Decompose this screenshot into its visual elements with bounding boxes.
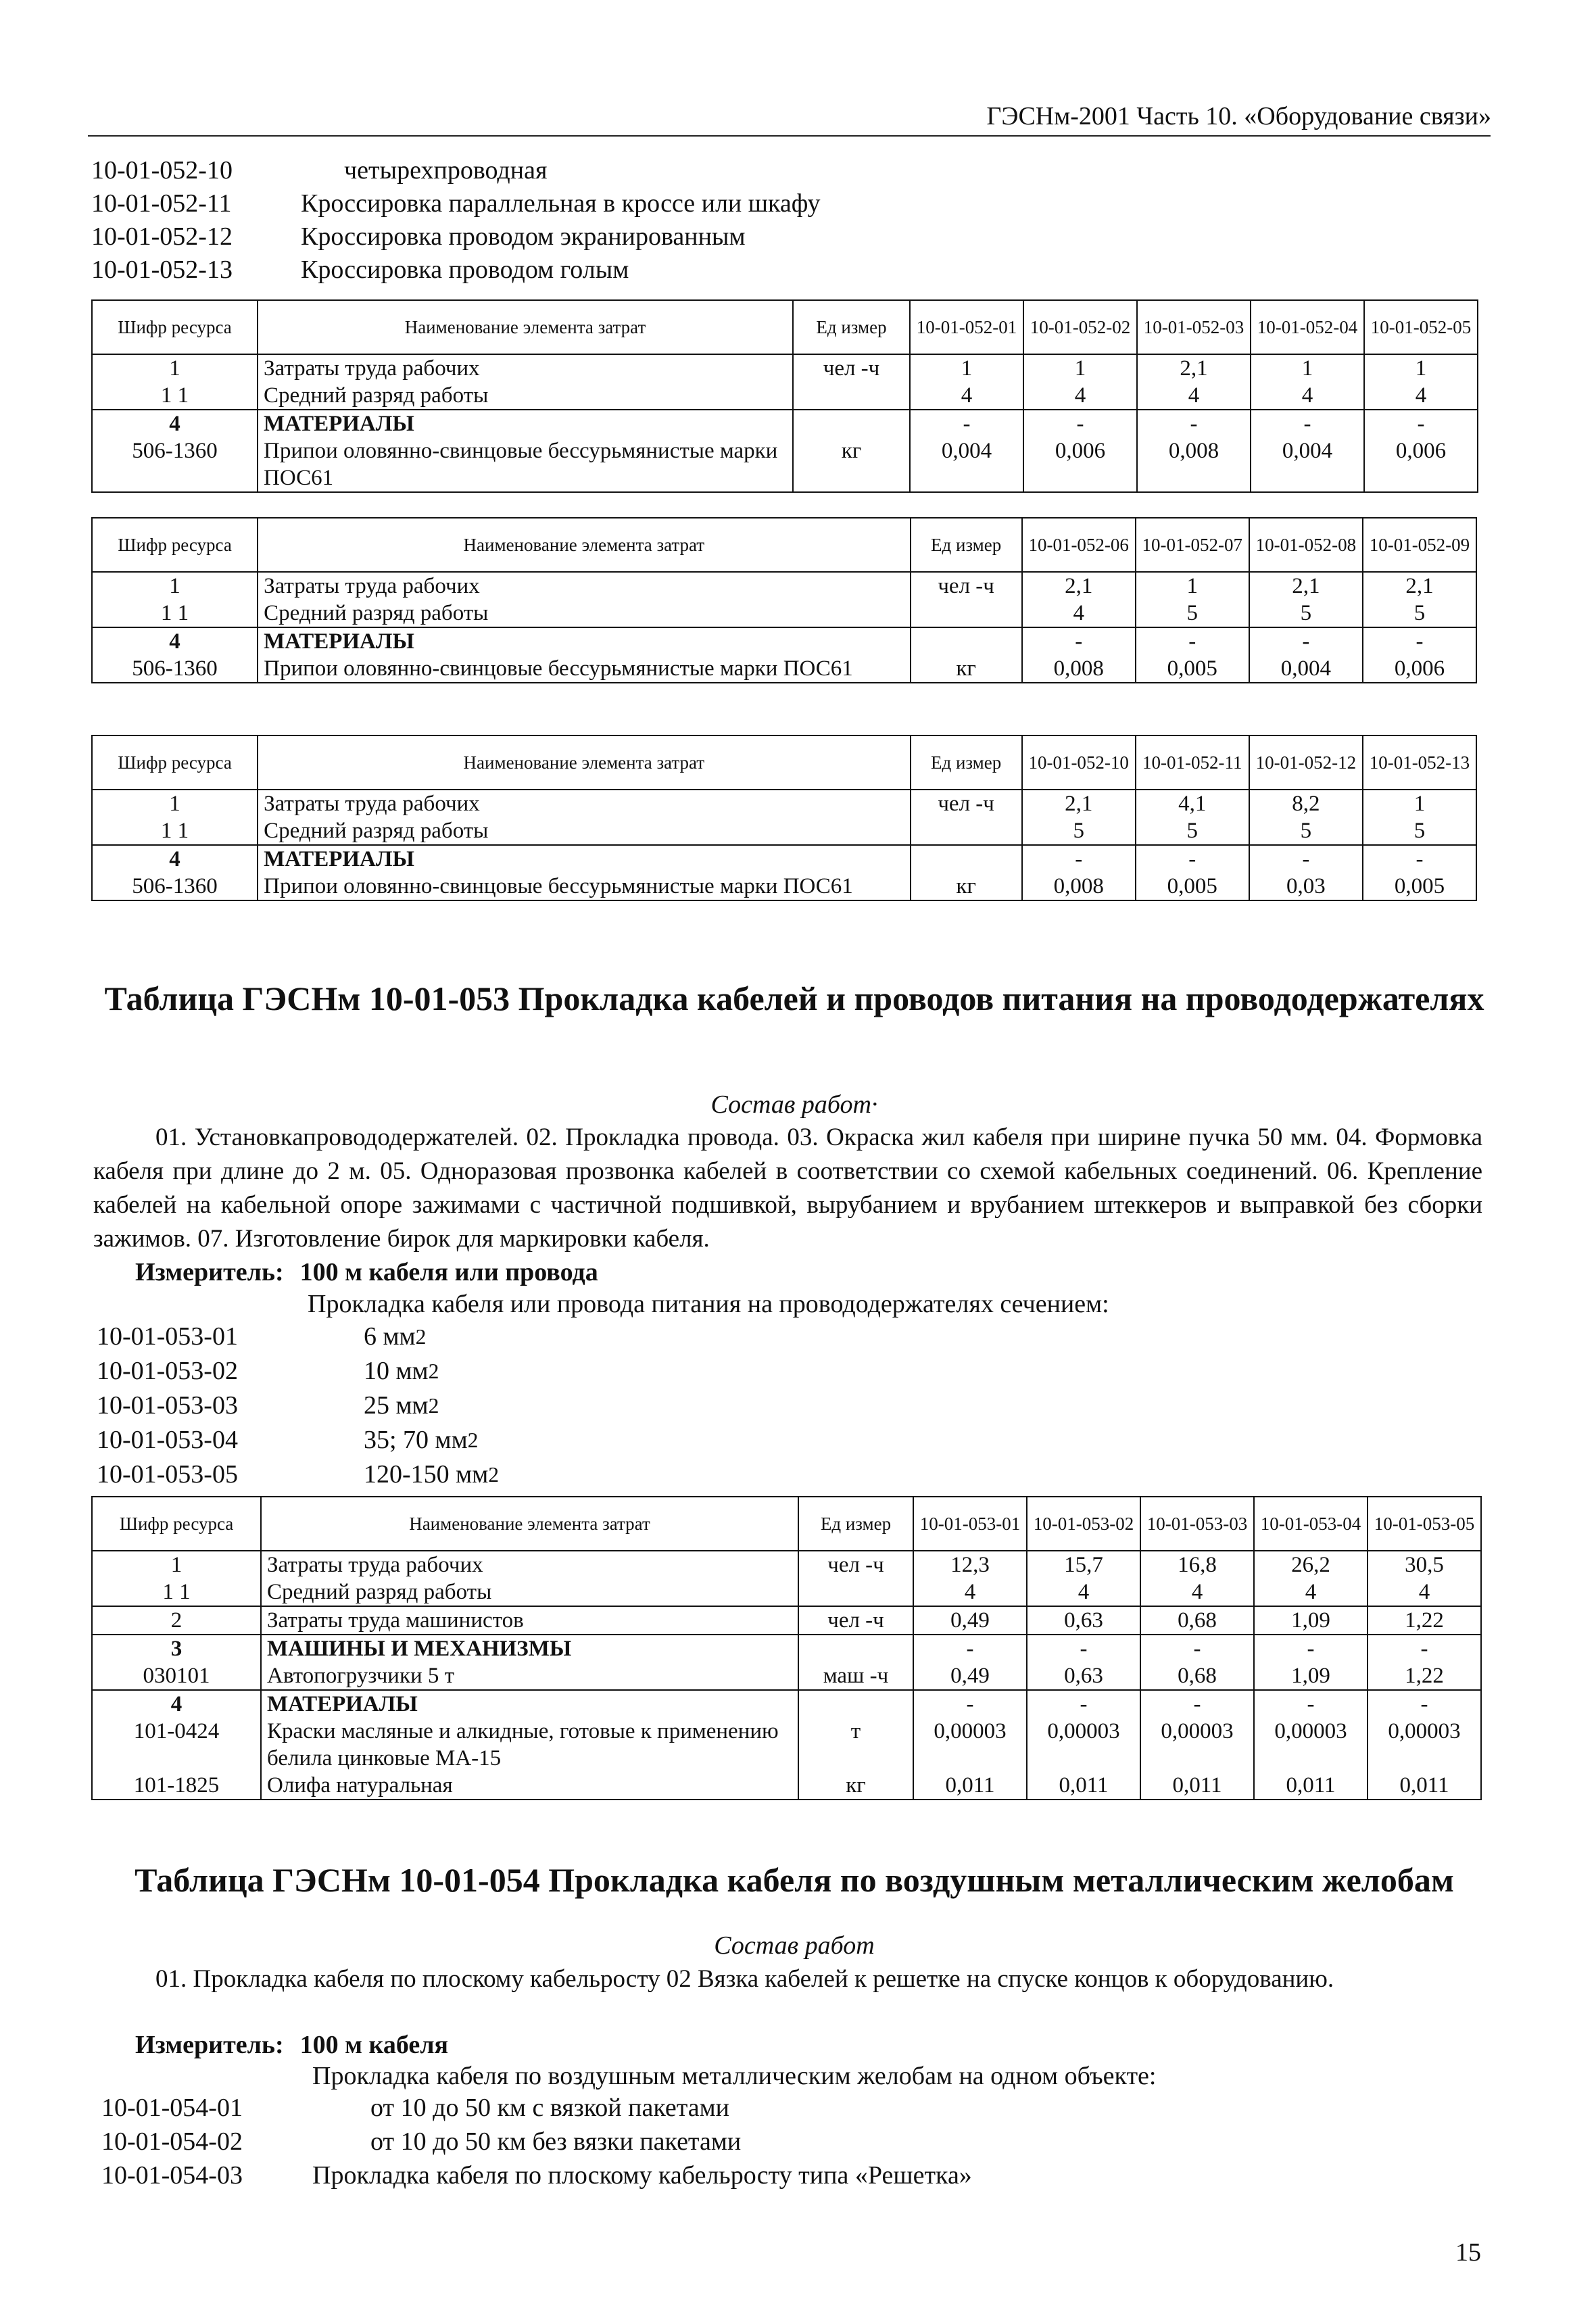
table-row: 101-1825 Олифа натуральная кг 0,011 0,011 0,011 0,011 0,011 [92,1772,1481,1800]
table-row: 1 1 Средний разряд работы 4 4 4 4 4 [92,382,1478,410]
code-list-053 [97,1320,499,1492]
table-header-row: Шифр ресурса Наименование элемента затрат Ед измер 10-01-053-01 10-01-053-02 10-01-053-03 10-01-053-04 10-01-053-05 [92,1497,1481,1551]
page-number: 15 [1455,2238,1481,2267]
table-row: 4 МАТЕРИАЛЫ - - - - [92,845,1476,873]
section-title-054: Таблица ГЭСНм 10-01-054 Прокладка кабеля по воздушным металлическим желобам [135,1861,1454,1899]
composition-text-054: 01. Прокладка кабеля по плоскому кабельросту 02 Вязка кабелей к решетке на спуске концов к оборудованию. [155,1965,1334,1993]
table-row: 1 Затраты труда рабочих чел -ч 12,3 15,7 16,8 26,2 30,5 [92,1551,1481,1578]
table-row: 4 МАТЕРИАЛЫ - - - - - [92,410,1478,437]
resource-table-052-01-05 [91,299,1478,493]
list-item: 10-01-053-01 6 мм 2 [97,1322,427,1351]
table-row: 1 1 Средний разряд работы 4 5 5 5 [92,600,1476,627]
table-row: 1 Затраты труда рабочих чел -ч 2,1 1 2,1 2,1 [92,572,1476,600]
composition-label-054: Состав работ [714,1931,875,1960]
code-list-054 [101,2091,972,2192]
list-item: 10-01-052-10 четырехпроводная [91,156,548,185]
intro-054: Прокладка кабеля по воздушным металлическим желобам на одном объекте: [312,2062,1157,2090]
table-row: 101-0424 Краски масляные и алкидные, готовые к применению белила цинковые МА-15 т 0,00003 0,00003 0,00003 0,00003 0,00003 [92,1718,1481,1772]
list-item: 10-01-053-05 120-150 мм 2 [97,1460,500,1489]
header-rule [88,135,1491,137]
intro-053: Прокладка кабеля или провода питания на провододержателях сечением: [308,1290,1109,1318]
composition-label-053: Состав работ· [710,1090,878,1119]
list-item: 10-01-054-01 от 10 до 50 км с вязкой пакетами [101,2094,730,2122]
table-row: 3 МАШИНЫ И МЕХАНИЗМЫ - - - - - [92,1635,1481,1662]
list-item: 10-01-053-02 10 мм 2 [97,1357,439,1385]
table-row: 506-1360 Припои оловянно-свинцовые бессурьмянистые марки ПОС61 кг 0,004 0,006 0,008 0,004 0,006 [92,437,1478,492]
table-row: 4 МАТЕРИАЛЫ - - - - - [92,1690,1481,1718]
composition-text-053: 01. Установкапровододержателей. 02. Прокладка провода. 03. Окраска жил кабеля при ширине пучка 50 мм. 04. Формовка кабеля при длине до 2 м. 05. Одноразовая прозвонка кабелей в соответствии со схемой кабельных соединений. 06. Крепление кабелей на кабельной опоре зажимами с частичной подшивкой, вырубанием и врубанием штеккеров и выправкой без сборки зажимов. 07. Изготовление бирок для маркировки кабеля. [93,1124,1482,1253]
list-item: 10-01-052-13 Кроссировка проводом голым [91,256,629,284]
list-item: 10-01-054-03 Прокладка кабеля по плоскому кабельросту типа «Решетка» [101,2161,972,2190]
measure-line-054: Измеритель: 100 м кабеля [135,2031,449,2059]
table-row: 2 Затраты труда машинистов чел -ч 0,49 0,63 0,68 1,09 1,22 [92,1606,1481,1635]
table-header-row: Шифр ресурса Наименование элемента затрат Ед измер 10-01-052-10 10-01-052-11 10-01-052-12 10-01-052-13 [92,735,1476,790]
table-row: 1 Затраты труда рабочих чел -ч 2,1 4,1 8,2 1 [92,790,1476,817]
table-header-row: Шифр ресурса Наименование элемента затрат Ед измер 10-01-052-01 10-01-052-02 10-01-052-03 10-01-052-04 10-01-052-05 [92,300,1478,354]
resource-table-052-10-13 [91,735,1477,901]
table-row: 030101 Автопогрузчики 5 т маш -ч 0,49 0,63 0,68 1,09 1,22 [92,1662,1481,1690]
table-row: 506-1360 Припои оловянно-свинцовые бессурьмянистые марки ПОС61 кг 0,008 0,005 0,004 0,006 [92,655,1476,683]
list-item: 10-01-053-03 25 мм 2 [97,1391,439,1420]
list-item: 10-01-053-04 35; 70 мм 2 [97,1426,479,1454]
table-row: 1 1 Средний разряд работы 5 5 5 5 [92,817,1476,845]
code-list-052 [91,154,820,287]
table-row: 4 МАТЕРИАЛЫ - - - - [92,627,1476,655]
list-item: 10-01-052-12 Кроссировка проводом экранированным [91,222,746,251]
table-row: 506-1360 Припои оловянно-свинцовые бессурьмянистые марки ПОС61 кг 0,008 0,005 0,03 0,005 [92,873,1476,900]
resource-table-053 [91,1496,1482,1800]
running-header: ГЭСНм-2001 Часть 10. «Оборудование связи» [986,102,1491,130]
measure-line-053: Измеритель: 100 м кабеля или провода [135,1258,598,1286]
table-row: 1 1 Средний разряд работы 4 4 4 4 4 [92,1578,1481,1606]
table-header-row: Шифр ресурса Наименование элемента затрат Ед измер 10-01-052-06 10-01-052-07 10-01-052-08 10-01-052-09 [92,518,1476,572]
list-item: 10-01-052-11 Кроссировка параллельная в кроссе или шкафу [91,189,821,218]
section-title-053: Таблица ГЭСНм 10-01-053 Прокладка кабелей и проводов питания на провододержателях [104,980,1484,1017]
list-item: 10-01-054-02 от 10 до 50 км без вязки пакетами [101,2127,742,2156]
table-row: 1 Затраты труда рабочих чел -ч 1 1 2,1 1 1 [92,354,1478,382]
resource-table-052-06-09 [91,517,1477,683]
